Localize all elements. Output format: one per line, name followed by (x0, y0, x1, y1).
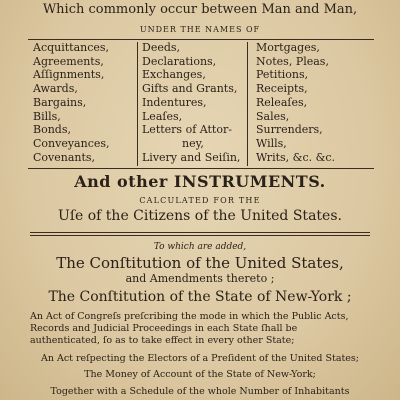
top-rule (28, 39, 374, 40)
column-item: Conveyances, (33, 136, 110, 150)
money-line: The Money of Account of the State of New-York; (84, 369, 316, 380)
column-item: Exchanges, (142, 68, 206, 82)
double-rule-bottom (30, 235, 370, 236)
column-item: Wills, (256, 136, 287, 150)
column-2 (142, 41, 240, 164)
column-item: ney, (182, 136, 204, 150)
column-item: Petitions, (256, 68, 309, 82)
column-item: Covenants, (33, 150, 96, 164)
column-item: Releaſes, (256, 95, 308, 109)
column-divider-right (247, 42, 248, 166)
column-item: Bills, (33, 109, 61, 123)
column-item: Sales, (256, 109, 290, 123)
column-item: Leaſes, (142, 109, 183, 123)
electors-act-line: An Act reſpecting the Electors of a Preſident of the United States; (40, 353, 359, 364)
column-item: Letters of Attor- (142, 123, 232, 137)
middle-rule (28, 168, 374, 169)
column-item: Agreements, (33, 54, 104, 68)
column-item: Awards, (33, 82, 78, 96)
ny-constitution-line: The Conſtitution of the State of New-York ; (48, 289, 352, 305)
instruments-heading: And other INSTRUMENTS. (74, 172, 326, 191)
under-names-heading: UNDER THE NAMES OF (139, 25, 261, 34)
act-congress-paragraph: An Act of Congreſs preſcribing the mode in which the Public Acts, Records and Judicial Proceedings in each State ſhall be authenticated, ſo as to take effect in every other State; (30, 311, 349, 346)
column-item: Receipts, (256, 82, 308, 96)
intro-line: Which commonly occur between Man and Man, (42, 2, 358, 17)
column-3 (256, 41, 335, 164)
column-item: Surrenders, (256, 123, 323, 137)
column-item: Aſſignments, (33, 68, 105, 82)
column-item: Livery and Seiſin, (142, 150, 241, 164)
double-rule-top (30, 232, 370, 233)
column-item: Mortgages, (256, 41, 320, 54)
added-line: To which are added, (153, 242, 247, 252)
calculated-line: CALCULATED FOR THE (139, 196, 261, 205)
use-line: Uſe of the Citizens of the United States. (58, 208, 342, 224)
column-item: Declarations, (142, 54, 217, 68)
column-item: Deeds, (142, 41, 181, 54)
us-constitution-line: The Conſtitution of the United States, (56, 254, 344, 272)
column-item: Acquittances, (33, 41, 110, 54)
column-item: Notes, Pleas, (256, 54, 329, 68)
column-item: Bargains, (33, 95, 87, 109)
column-item: Indentures, (142, 95, 207, 109)
column-1 (33, 41, 110, 164)
column-divider-left (137, 42, 138, 166)
column-item: Gifts and Grants, (142, 82, 238, 96)
column-item: Bonds, (33, 123, 71, 137)
column-item: Writs, &c. &c. (256, 150, 336, 164)
schedule-line: Together with a Schedule of the whole Number of Inhabitants (50, 386, 350, 397)
amendments-line: and Amendments thereto ; (125, 272, 275, 285)
